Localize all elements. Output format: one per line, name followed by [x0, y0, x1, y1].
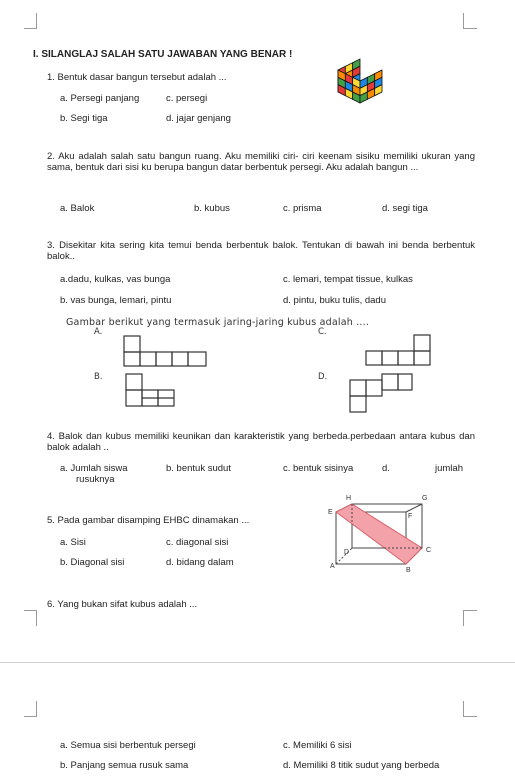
net-label-b: B.: [94, 372, 103, 382]
option: a. Balok: [60, 203, 95, 214]
crop-mark: [24, 13, 37, 29]
option: d. Memiliki 8 titik sudut yang berbeda: [283, 760, 440, 771]
option: d. bidang dalam: [166, 557, 234, 568]
crop-mark: [463, 701, 477, 717]
option: c. prisma: [283, 203, 322, 214]
option: c. persegi: [166, 93, 208, 104]
option: b. Segi tiga: [60, 113, 108, 124]
option: d. pintu, buku tulis, dadu: [283, 295, 386, 306]
cube-net-c: [364, 333, 444, 369]
option: c. Memiliki 6 sisi: [283, 740, 352, 751]
question-6: 6. Yang bukan sifat kubus adalah ...: [47, 599, 198, 610]
option: jumlah: [435, 463, 463, 474]
option: a. Semua sisi berbentuk persegi: [60, 740, 196, 751]
option: c. diagonal sisi: [166, 537, 229, 548]
vertex-e: E: [328, 509, 333, 516]
crop-mark: [463, 13, 477, 29]
vertex-c: C: [426, 547, 432, 554]
option: d. segi tiga: [382, 203, 428, 214]
rubik-cube-image: [335, 57, 385, 105]
question-1: 1. Bentuk dasar bangun tersebut adalah ...: [47, 72, 227, 83]
question-2: 2. Aku adalah salah satu bangun ruang. Aku memiliki ciri- ciri keenam sisiku memiliki ukuran yang sama, bentuk dari sisi ku berupa bangun datar berbentuk persegi. Aku adalah bangun ...: [47, 151, 475, 173]
vertex-b: B: [406, 567, 411, 574]
cube-net-d: [348, 372, 418, 418]
question-5: 5. Pada gambar disamping EHBC dinamakan ...: [47, 515, 250, 526]
option: a. Persegi panjang: [60, 93, 140, 104]
option: a.dadu, kulkas, vas bunga: [60, 274, 171, 285]
page-separator: [0, 662, 515, 663]
net-label-a: A.: [94, 327, 103, 337]
option: d. jajar genjang: [166, 113, 231, 124]
cube-net-a: [122, 334, 212, 368]
crop-mark: [24, 610, 37, 626]
option: b. vas bunga, lemari, pintu: [60, 295, 172, 306]
cube-diagonal-plane-diagram: [322, 492, 434, 576]
option: b. Panjang semua rusuk sama: [60, 760, 189, 771]
option: a. Jumlah siswa: [60, 463, 128, 474]
crop-mark: [463, 610, 477, 626]
net-label-c: C.: [318, 327, 327, 337]
section-title: I. SILANGLAJ SALAH SATU JAWABAN YANG BENAR !: [33, 49, 293, 60]
cube-net-b: [124, 372, 194, 412]
option: b. bentuk sudut: [166, 463, 231, 474]
option: rusuknya: [76, 474, 115, 485]
option: b. kubus: [194, 203, 230, 214]
vertex-f: F: [408, 513, 413, 520]
crop-mark: [24, 701, 37, 717]
vertex-g: G: [422, 495, 428, 502]
vertex-a: A: [330, 563, 335, 570]
vertex-h: H: [346, 495, 352, 502]
question-4: 4. Balok dan kubus memiliki keunikan dan karakteristik yang berbeda.perbedaan antara kubus dan balok adalah ..: [47, 431, 475, 453]
vertex-d: D: [344, 549, 350, 556]
option: a. Sisi: [60, 537, 86, 548]
option: c. lemari, tempat tissue, kulkas: [283, 274, 413, 285]
question-3: 3. Disekitar kita sering kita temui benda berbentuk balok. Tentukan di bawah ini benda berbentuk balok..: [47, 240, 475, 262]
net-label-d: D.: [318, 372, 328, 382]
option: b. Diagonal sisi: [60, 557, 125, 568]
option: c. bentuk sisinya: [283, 463, 354, 474]
option: d.: [382, 463, 390, 474]
question-cube-nets: Gambar berikut yang termasuk jaring-jaring kubus adalah ....: [66, 317, 370, 328]
